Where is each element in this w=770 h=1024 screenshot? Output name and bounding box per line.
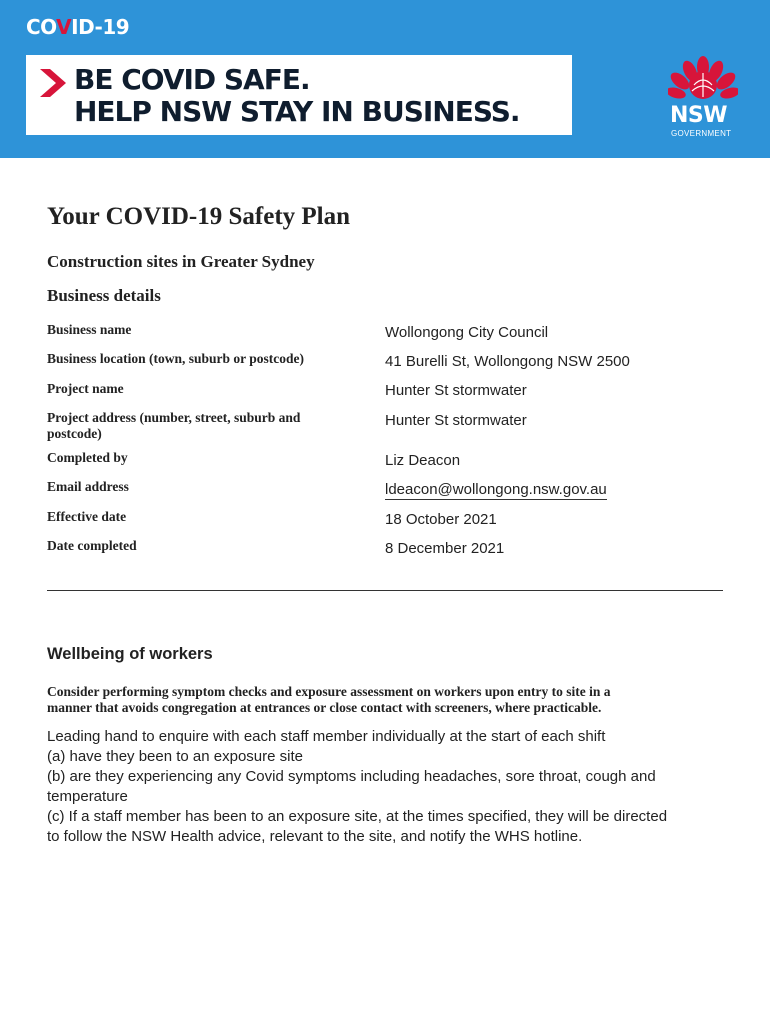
page-title: Your COVID-19 Safety Plan (47, 203, 351, 230)
waratah-flower-icon (668, 55, 738, 103)
nsw-wordmark: NSW (670, 103, 728, 128)
nsw-government-logo (664, 55, 744, 143)
wellbeing-intro-line-1: Consider performing symptom checks and exposure assessment on workers upon entry to site in a (47, 684, 611, 699)
wellbeing-line: (c) If a staff member has been to an exposure site, at the times specified, they will be directed (47, 808, 668, 825)
email-address-link[interactable]: ldeacon@wollongong.nsw.gov.au (385, 481, 607, 498)
business-name-label: Business name (47, 322, 132, 337)
wellbeing-intro-line-2: manner that avoids congregation at entrances or close contact with screeners, where practicable. (47, 700, 602, 715)
chevron-right-icon (40, 69, 66, 97)
business-location-label: Business location (town, suburb or postcode) (47, 351, 305, 366)
effective-date-label: Effective date (47, 509, 127, 524)
government-wordmark: GOVERNMENT (671, 129, 732, 138)
header-banner (0, 0, 770, 158)
project-address-value: Hunter St stormwater (385, 412, 527, 429)
completed-by-label: Completed by (47, 450, 128, 465)
covid-19-logo: COVID-19 (26, 15, 130, 39)
date-completed-value: 8 December 2021 (385, 540, 505, 557)
wellbeing-line: Leading hand to enquire with each staff member individually at the start of each shift (47, 728, 606, 745)
effective-date-value: 18 October 2021 (385, 511, 497, 528)
wellbeing-line: temperature (47, 788, 128, 805)
date-completed-label: Date completed (47, 538, 137, 553)
page-subtitle: Construction sites in Greater Sydney (47, 252, 315, 271)
wellbeing-line: (b) are they experiencing any Covid symptoms including headaches, sore throat, cough and (47, 768, 656, 785)
wellbeing-heading: Wellbeing of workers (47, 645, 213, 663)
email-address-label: Email address (47, 479, 129, 494)
wellbeing-line: (a) have they been to an exposure site (47, 748, 303, 765)
wellbeing-body (47, 727, 737, 847)
business-details-heading: Business details (47, 286, 161, 305)
business-location-value: 41 Burelli St, Wollongong NSW 2500 (385, 353, 630, 370)
business-name-value: Wollongong City Council (385, 324, 549, 341)
completed-by-value: Liz Deacon (385, 452, 461, 469)
project-name-value: Hunter St stormwater (385, 382, 527, 399)
wellbeing-line: to follow the NSW Health advice, relevant to the site, and notify the WHS hotline. (47, 828, 583, 845)
section-divider (47, 590, 723, 591)
wellbeing-intro (47, 684, 727, 716)
slogan-line-2: HELP NSW STAY IN BUSINESS. (74, 95, 520, 128)
project-address-label: Project address (number, street, suburb and postcode) (47, 410, 301, 441)
slogan-box (26, 55, 572, 135)
slogan-line-1: BE COVID SAFE. (74, 63, 310, 96)
project-name-label: Project name (47, 381, 124, 396)
